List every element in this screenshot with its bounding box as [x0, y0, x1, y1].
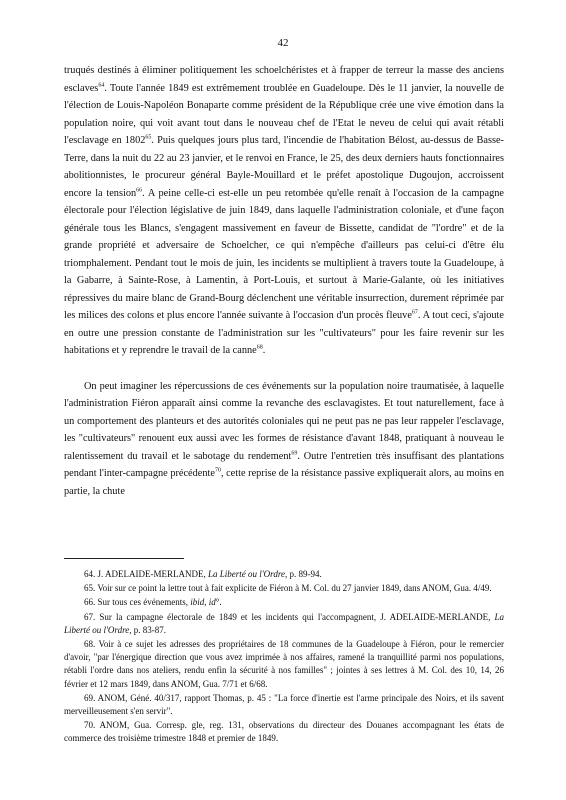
footnote — [64, 638, 504, 691]
footnote-reference: 68 — [256, 344, 263, 351]
footnotes — [64, 568, 504, 746]
footnote — [64, 596, 504, 609]
paragraph-1 — [64, 62, 504, 360]
footnote-reference: 69 — [291, 450, 298, 457]
text-run: 65. Voir sur ce point la lettre tout à fait explicite de Fiéron à M. Col. du 27 janvier 1849, dans ANOM, Gua. 4/49. — [84, 583, 492, 594]
footnote-reference: 67 — [411, 309, 418, 316]
text-run: . — [262, 345, 266, 356]
footnote-reference: 65 — [145, 134, 152, 141]
italic-text: id — [208, 597, 216, 608]
footnote-reference: 70 — [214, 467, 221, 474]
text-run: On peut imaginer les répercussions de ces événements sur la population noire traumatisée, à laquelle l'administration Fiéron apparaît ainsi comme la revanche des esclavagistes. Et tout naturellement, face à un comportement des planteurs et des autorités coloniales qui ne peut pas ne pas leur rappeler l'esclavage, les "cultivateurs" renouent eux aussi avec les formes de résistance d'avant 1848, pratiquant à nouveau le ralentissement du travail et le sabotage du rendement — [64, 380, 504, 462]
text-run: . Outre l'entretien très insuffisant des plantations pendant l'inter-campagne précédente — [64, 450, 504, 479]
text-run: 68. Voir à ce sujet les adresses des propriétaires de 18 communes de la Guadeloupe à Fiéron, pour le remercier d'avoir, "par l'énergique direction que vous avez imprimée à nos affaires, ramené la tranquillité parmi nos populations, rétabli l'ordre dans nos ateliers, rendu enfin la sécurité à nos familles" ; jointes à ses lettres à M. Col. des 10, 14, 26 février et 12 mars 1849, dans ANOM, Gua. 7/71 et 6/68. — [64, 639, 504, 689]
text-run: 69. ANOM, Géné. 40/317, rapport Thomas, p. 45 : "La force d'inertie est l'arme principale des Noirs, et ils savent merveilleusement s'en servir". — [64, 692, 504, 717]
footnote — [64, 568, 504, 581]
text-run: , — [204, 597, 209, 608]
footnote-separator — [64, 558, 184, 559]
italic-text: La Liberté ou l'Ordre — [64, 611, 504, 635]
text-run: °. — [215, 597, 222, 608]
italic-text: La Liberté ou l'Ordre — [208, 569, 286, 579]
text-run: . A tout ceci, s'ajoute en outre une pression constante de l'administration sur les "cultivateurs" pour les faire revenir sur les habitations et y reprendre le travail de la canne — [64, 310, 504, 356]
text-run: . Toute l'année 1849 est extrêmement troublée en Guadeloupe. Dès le 11 janvier, la nouvelle de l'élection de Louis-Napoléon Bonaparte comme président de la République crée une vive émotion dans la population noire, qui voit avant tout dans le nouveau chef de l'Etat le neveu de celui qui avait rétabli l'esclavage en 1802 — [64, 82, 504, 146]
text-run: 66. Sur tous ces événements, — [84, 597, 191, 608]
text-run: , cette reprise de la résistance passive expliquerait alors, au moins en partie, la chute — [64, 468, 505, 497]
page-number: 42 — [277, 37, 289, 49]
footnote-reference: 64 — [98, 82, 105, 89]
body-text — [64, 62, 504, 500]
footnote — [64, 719, 504, 745]
footnote-reference: 66 — [136, 187, 143, 194]
text-run: 70. ANOM, Gua. Corresp. gle, reg. 131, observations du directeur des Douanes accompagnant les états de commerce des troisième trimestre 1848 et premier de 1849. — [64, 720, 504, 744]
text-run: , p. 89-94. — [285, 569, 322, 579]
italic-text: ibid — [190, 597, 205, 608]
footnote — [64, 692, 504, 718]
text-run: . A peine celle-ci est-elle un peu retombée qu'elle renaît à l'occasion de la campagne électorale pour l'élection législative de juin 1849, dans laquelle l'administration coloniale, et d'une façon générale tous les Blancs, s'engagent massivement en faveur de Bissette, candidat de "l'ordre" et de la grande propriété et adversaire de Schoelcher, ce qui n'empêche d'ailleurs pas celui-ci d'être élu triomphalement. Pendant tout le mois de juin, les incidents se multiplient à travers toute la Guadeloupe, à la Gabarre, à Sainte-Rose, à Lamentin, à Port-Louis, et surtout à Marie-Galante, où les initiatives répressives du maire blanc de Grand-Bourg déclenchent une véritable insurrection, durement réprimée par les milices des colons et plus encore l'année suivante à l'occasion d'un procès fleuve — [64, 187, 504, 321]
paragraph-2 — [64, 378, 504, 501]
footnote — [64, 582, 504, 595]
text-run: , p. 83-87. — [129, 624, 167, 635]
text-run: 67. Sur la campagne électorale de 1849 et les incidents qui l'accompagnent, J. ADELAIDE-MERLANDE, — [84, 611, 495, 622]
text-run: truqués destinés à éliminer politiquement les schoelchéristes et à frapper de terreur la masse des anciens esclaves — [64, 65, 504, 94]
text-run: . Puis quelques jours plus tard, l'incendie de l'habitation Bélost, au-dessus de Basse-Terre, dans la nuit du 22 au 23 janvier, et le renvoi en France, le 25, des deux derniers hauts fonctionnaires abolitionnistes, le procureur général Bayle-Mouillard et le préfet apostolique Dugoujon, accroissent encore la tension — [64, 135, 504, 199]
footnote — [64, 611, 504, 637]
text-run: 64. J. ADELAIDE-MERLANDE, — [84, 569, 208, 579]
